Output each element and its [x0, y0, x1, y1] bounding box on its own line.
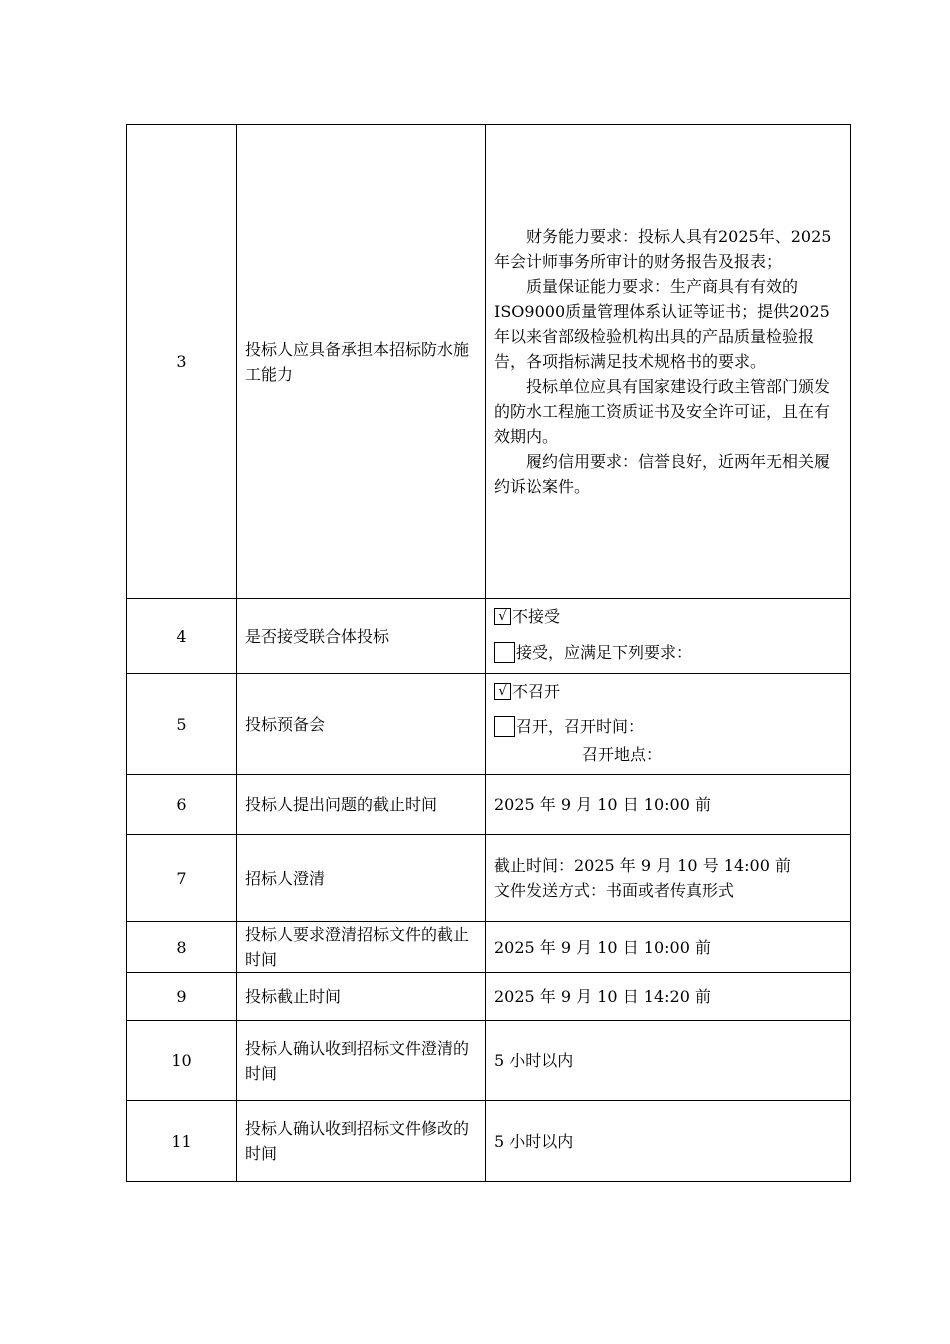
row-number: 3: [127, 125, 237, 599]
credit-requirement: 履约信用要求：信誉良好，近两年无相关履约诉讼案件。: [494, 452, 831, 496]
row-item: 投标人确认收到招标文件修改的时间: [237, 1101, 486, 1182]
table-row: [127, 1101, 851, 1182]
table-row: [127, 922, 851, 973]
option-accept: [494, 635, 842, 669]
empty-checkbox-icon[interactable]: [494, 642, 515, 663]
row-content: [486, 125, 851, 599]
option-label: 不接受: [512, 606, 561, 626]
table-row: [127, 1021, 851, 1101]
option-label: 不召开: [512, 681, 561, 701]
checked-box-icon[interactable]: √: [494, 683, 511, 700]
row-content: 5 小时以内: [486, 1021, 851, 1101]
row-content: [486, 674, 851, 775]
row-number: 8: [127, 922, 237, 973]
row-number: 11: [127, 1101, 237, 1182]
row-number: 4: [127, 599, 237, 674]
checked-box-icon[interactable]: √: [494, 608, 511, 625]
row-content: 2025 年 9 月 10 日 10:00 前: [486, 922, 851, 973]
row-item: 招标人澄清: [237, 835, 486, 922]
clarify-method: 文件发送方式：书面或者传真形式: [494, 881, 735, 900]
row-number: 7: [127, 835, 237, 922]
row-number: 10: [127, 1021, 237, 1101]
row-content: 2025 年 9 月 10 日 14:20 前: [486, 973, 851, 1021]
row-item: 投标预备会: [237, 674, 486, 775]
row-number: 9: [127, 973, 237, 1021]
row-content: 2025 年 9 月 10 日 10:00 前: [486, 775, 851, 835]
option-not-accept: [494, 603, 842, 629]
row-number: 5: [127, 674, 237, 775]
table-row: [127, 973, 851, 1021]
option-label: 接受，应满足下列要求：: [516, 642, 693, 662]
financial-requirement: 财务能力要求：投标人具有2025年、2025年会计师事务所审计的财务报告及报表；: [494, 227, 832, 271]
row-content: 5 小时以内: [486, 1101, 851, 1182]
option-not-hold: [494, 678, 842, 704]
row-item: 投标人要求澄清招标文件的截止时间: [237, 922, 486, 973]
table-row: [127, 835, 851, 922]
row-content: [486, 599, 851, 674]
option-label: 召开，召开时间：: [516, 716, 645, 736]
empty-checkbox-icon[interactable]: [494, 716, 515, 737]
clarify-deadline: 截止时间：2025 年 9 月 10 号 14:00 前: [494, 856, 791, 875]
qualification-requirement: 投标单位应具有国家建设行政主管部门颁发的防水工程施工资质证书及安全许可证，且在有效期内。: [494, 377, 831, 446]
option-hold: [494, 710, 842, 742]
quality-requirement: 质量保证能力要求：生产商具有有效的ISO9000质量管理体系认证等证书；提供2025年以来省部级检验机构出具的产品质量检验报告，各项指标满足技术规格书的要求。: [494, 277, 830, 371]
table-row: [127, 775, 851, 835]
table-row: [127, 599, 851, 674]
row-item: 投标人确认收到招标文件澄清的时间: [237, 1021, 486, 1101]
row-item: 是否接受联合体投标: [237, 599, 486, 674]
table-row: [127, 674, 851, 775]
bid-info-table: [126, 124, 851, 1182]
meeting-location: 召开地点：: [582, 745, 663, 764]
row-number: 6: [127, 775, 237, 835]
row-content: [486, 835, 851, 922]
table-row: [127, 125, 851, 599]
row-item: 投标人提出问题的截止时间: [237, 775, 486, 835]
row-item: 投标截止时间: [237, 973, 486, 1021]
row-item: 投标人应具备承担本招标防水施工能力: [237, 125, 486, 599]
